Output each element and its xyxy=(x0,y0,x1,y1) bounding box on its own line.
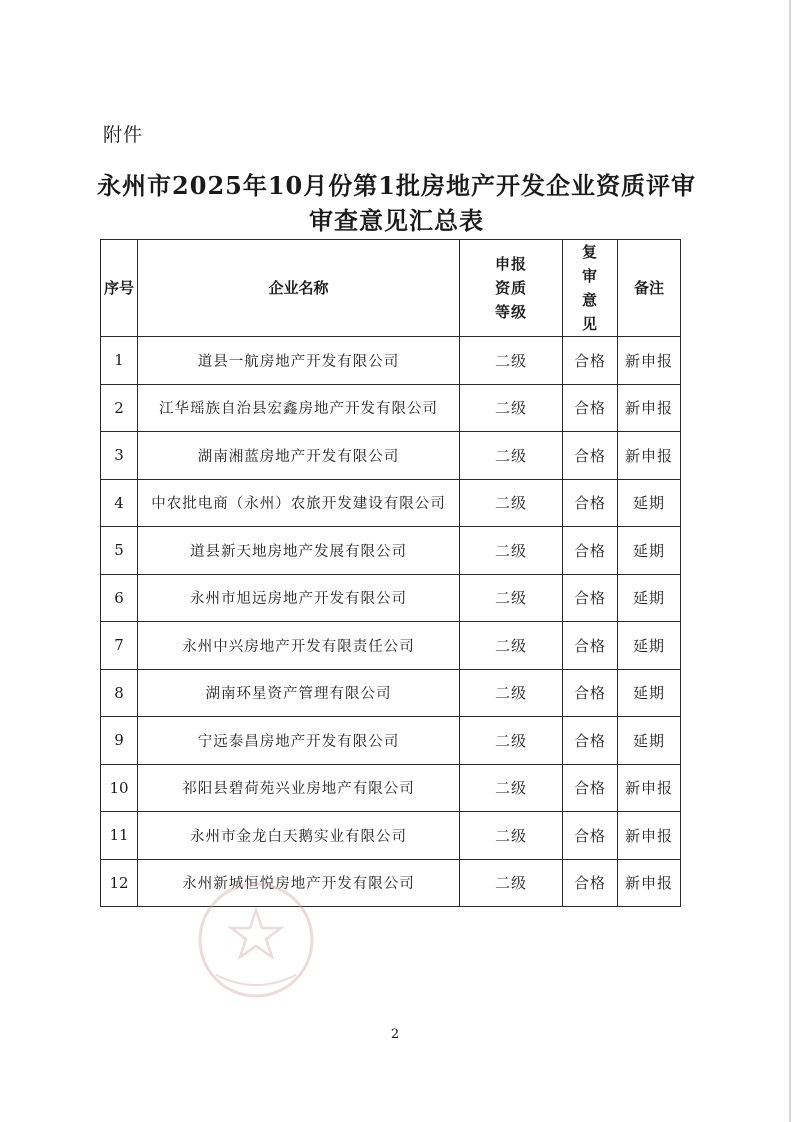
table-row xyxy=(101,622,681,670)
table-row xyxy=(101,337,681,385)
table-row xyxy=(101,717,681,765)
cell-opinion: 合格 xyxy=(563,812,618,860)
cell-grade: 二级 xyxy=(460,574,563,622)
official-seal-stamp xyxy=(176,880,336,1000)
cell-seq: 12 xyxy=(101,859,138,907)
table-row xyxy=(101,812,681,860)
review-summary-table xyxy=(100,239,681,907)
table-row xyxy=(101,384,681,432)
cell-seq: 11 xyxy=(101,812,138,860)
cell-opinion: 合格 xyxy=(563,574,618,622)
cell-seq: 3 xyxy=(101,432,138,480)
cell-company: 江华瑶族自治县宏鑫房地产开发有限公司 xyxy=(138,384,460,432)
cell-remark: 新申报 xyxy=(618,859,681,907)
cell-remark: 延期 xyxy=(618,717,681,765)
cell-company: 祁阳县碧荷苑兴业房地产有限公司 xyxy=(138,764,460,812)
page-edge-line xyxy=(789,0,791,1122)
cell-seq: 1 xyxy=(101,337,138,385)
cell-grade: 二级 xyxy=(460,527,563,575)
header-opinion xyxy=(563,240,618,337)
cell-seq: 5 xyxy=(101,527,138,575)
cell-grade: 二级 xyxy=(460,384,563,432)
cell-remark: 新申报 xyxy=(618,337,681,385)
cell-grade: 二级 xyxy=(460,669,563,717)
cell-company: 湖南湘蓝房地产开发有限公司 xyxy=(138,432,460,480)
cell-seq: 10 xyxy=(101,764,138,812)
cell-opinion: 合格 xyxy=(563,717,618,765)
cell-grade: 二级 xyxy=(460,432,563,480)
cell-opinion: 合格 xyxy=(563,337,618,385)
cell-opinion: 合格 xyxy=(563,432,618,480)
table-row xyxy=(101,764,681,812)
cell-opinion: 合格 xyxy=(563,479,618,527)
cell-company: 湖南环星资产管理有限公司 xyxy=(138,669,460,717)
table-row xyxy=(101,527,681,575)
cell-opinion: 合格 xyxy=(563,764,618,812)
cell-opinion: 合格 xyxy=(563,384,618,432)
table-row xyxy=(101,574,681,622)
header-grade xyxy=(460,240,563,337)
document-title-line2: 审查意见汇总表 xyxy=(309,206,484,235)
cell-grade: 二级 xyxy=(460,812,563,860)
header-remark: 备注 xyxy=(618,240,681,337)
table-row xyxy=(101,479,681,527)
cell-seq: 6 xyxy=(101,574,138,622)
page-number: 2 xyxy=(390,1027,400,1042)
cell-grade: 二级 xyxy=(460,337,563,385)
header-company: 企业名称 xyxy=(138,240,460,337)
cell-grade: 二级 xyxy=(460,717,563,765)
header-grade-text: 申报资质等级 xyxy=(494,255,527,321)
cell-remark: 延期 xyxy=(618,527,681,575)
cell-company: 永州市金龙白天鹅实业有限公司 xyxy=(138,812,460,860)
cell-remark: 新申报 xyxy=(618,812,681,860)
cell-company: 永州中兴房地产开发有限责任公司 xyxy=(138,622,460,670)
table-row xyxy=(101,432,681,480)
cell-company: 永州市旭远房地产开发有限公司 xyxy=(138,574,460,622)
cell-seq: 2 xyxy=(101,384,138,432)
cell-remark: 延期 xyxy=(618,669,681,717)
cell-seq: 4 xyxy=(101,479,138,527)
cell-remark: 新申报 xyxy=(618,432,681,480)
cell-company: 宁远泰昌房地产开发有限公司 xyxy=(138,717,460,765)
table-header-row xyxy=(101,240,681,337)
cell-remark: 延期 xyxy=(618,574,681,622)
cell-opinion: 合格 xyxy=(563,527,618,575)
header-seq: 序号 xyxy=(101,240,138,337)
cell-seq: 9 xyxy=(101,717,138,765)
table-body xyxy=(101,337,681,907)
cell-company: 道县新天地房地产发展有限公司 xyxy=(138,527,460,575)
cell-grade: 二级 xyxy=(460,479,563,527)
cell-remark: 新申报 xyxy=(618,384,681,432)
cell-opinion: 合格 xyxy=(563,669,618,717)
cell-remark: 新申报 xyxy=(618,764,681,812)
cell-seq: 8 xyxy=(101,669,138,717)
cell-company: 永州新城恒悦房地产开发有限公司 xyxy=(138,859,460,907)
cell-company: 中农批电商（永州）农旅开发建设有限公司 xyxy=(138,479,460,527)
document-title-line1: 永州市2025年10月份第1批房地产开发企业资质评审 xyxy=(97,171,696,200)
cell-grade: 二级 xyxy=(460,622,563,670)
header-opinion-text: 复审意见 xyxy=(581,243,598,333)
cell-remark: 延期 xyxy=(618,479,681,527)
cell-remark: 延期 xyxy=(618,622,681,670)
attachment-label: 附件 xyxy=(103,124,144,146)
cell-grade: 二级 xyxy=(460,859,563,907)
cell-opinion: 合格 xyxy=(563,622,618,670)
table-row xyxy=(101,669,681,717)
cell-company: 道县一航房地产开发有限公司 xyxy=(138,337,460,385)
cell-seq: 7 xyxy=(101,622,138,670)
cell-opinion: 合格 xyxy=(563,859,618,907)
cell-grade: 二级 xyxy=(460,764,563,812)
